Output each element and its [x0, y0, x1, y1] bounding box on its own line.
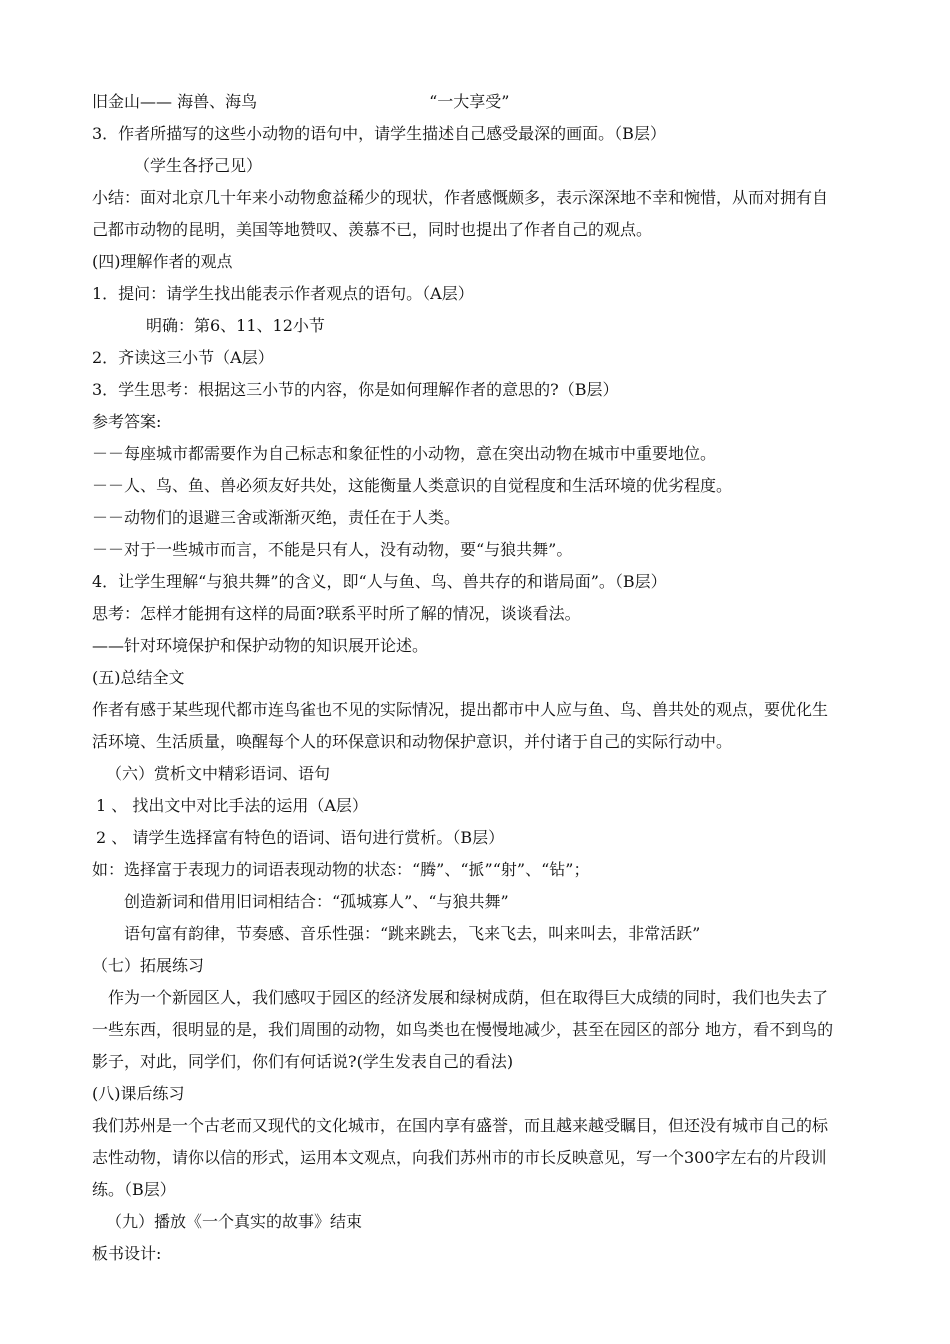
text-line: 己都市动物的昆明，美国等地赞叹、羡慕不已，同时也提出了作者自己的观点。: [92, 220, 653, 239]
text-line: 志性动物，请你以信的形式，运用本文观点，向我们苏州市的市长反映意见，写一个300字左右的片段训: [92, 1148, 827, 1167]
text-line: 2 、 请学生选择富有特色的语词、语句进行赏析。（B层）: [96, 828, 505, 847]
text-line: 思考：怎样才能拥有这样的局面?联系平时所了解的情况，谈谈看法。: [92, 604, 581, 623]
text-line: 作者有感于某些现代都市连鸟雀也不见的实际情况，提出都市中人应与鱼、鸟、兽共处的观点，要优化生: [92, 700, 829, 719]
text-line: 作为一个新园区人，我们感叹于园区的经济发展和绿树成荫，但在取得巨大成绩的同时，我们也失去了: [108, 988, 829, 1007]
text-segment: “一大享受”: [429, 92, 510, 111]
section-heading: (四)理解作者的观点: [92, 252, 233, 271]
text-line: 明确：第6、11、12小节: [146, 316, 325, 335]
section-heading: （七）拓展练习: [92, 956, 205, 975]
text-line: 3．作者所描写的这些小动物的语句中，请学生描述自己感受最深的画面。（B层）: [92, 124, 666, 143]
text-line: 2．齐读这三小节（A层）: [92, 348, 274, 367]
text-line: 参考答案:: [92, 412, 162, 431]
text-line: 3．学生思考：根据这三小节的内容，你是如何理解作者的意思的?（B层）: [92, 380, 619, 399]
section-heading: (八)课后练习: [92, 1084, 185, 1103]
text-line: 一些东西，很明显的是，我们周围的动物，如鸟类也在慢慢地减少，甚至在园区的部分 地方，看不到鸟的: [92, 1020, 834, 1039]
text-line: 1 、 找出文中对比手法的运用（A层）: [96, 796, 368, 815]
text-line: 1．提问：请学生找出能表示作者观点的语句。（A层）: [92, 284, 474, 303]
text-line: 我们苏州是一个古老而又现代的文化城市，在国内享有盛誉，而且越来越受瞩目，但还没有城市自己的标: [92, 1116, 829, 1135]
text-line: ——针对环境保护和保护动物的知识展开论述。: [92, 636, 429, 655]
section-heading: (五)总结全文: [92, 668, 185, 687]
text-segment: 旧金山—— 海兽、海鸟: [92, 92, 258, 111]
text-line: 语句富有韵律，节奏感、音乐性强：“跳来跳去，飞来飞去，叫来叫去，非常活跃”: [124, 924, 701, 943]
text-line: 练。（B层）: [92, 1180, 176, 1199]
text-line: 4．让学生理解“与狼共舞”的含义，即“人与鱼、鸟、兽共存的和谐局面”。（B层）: [92, 572, 667, 591]
section-heading: （六）赏析文中精彩语词、语句: [106, 764, 331, 783]
text-line: 板书设计:: [92, 1244, 162, 1263]
text-line: 如：选择富于表现力的词语表现动物的状态：“腾”、“挀”“射”、“钻”；: [92, 860, 590, 879]
text-line: （学生各抒己见）: [134, 156, 263, 175]
text-line: 影子，对此，同学们，你们有何话说?(学生发表自己的看法): [92, 1052, 514, 1071]
text-line: 活环境、生活质量，唤醒每个人的环保意识和动物保护意识，并付诸于自己的实际行动中。: [92, 732, 733, 751]
text-line: －－对于一些城市而言，不能是只有人，没有动物，要“与狼共舞”。: [92, 540, 573, 559]
text-line: －－每座城市都需要作为自己标志和象征性的小动物，意在突出动物在城市中重要地位。: [92, 444, 717, 463]
text-line: 创造新词和借用旧词相结合：“孤城寡人”、“与狼共舞”: [124, 892, 509, 911]
section-heading: （九）播放《一个真实的故事》结束: [106, 1212, 363, 1231]
text-line: [92, 92, 509, 112]
text-line: 小结：面对北京几十年来小动物愈益稀少的现状，作者感慨颇多，表示深深地不幸和惋惜，从而对拥有自: [92, 188, 829, 207]
text-line: －－人、鸟、鱼、兽必须友好共处，这能衡量人类意识的自觉程度和生活环境的优劣程度。: [92, 476, 733, 495]
text-line: －－动物们的退避三舍或渐渐灭绝，责任在于人类。: [92, 508, 461, 527]
